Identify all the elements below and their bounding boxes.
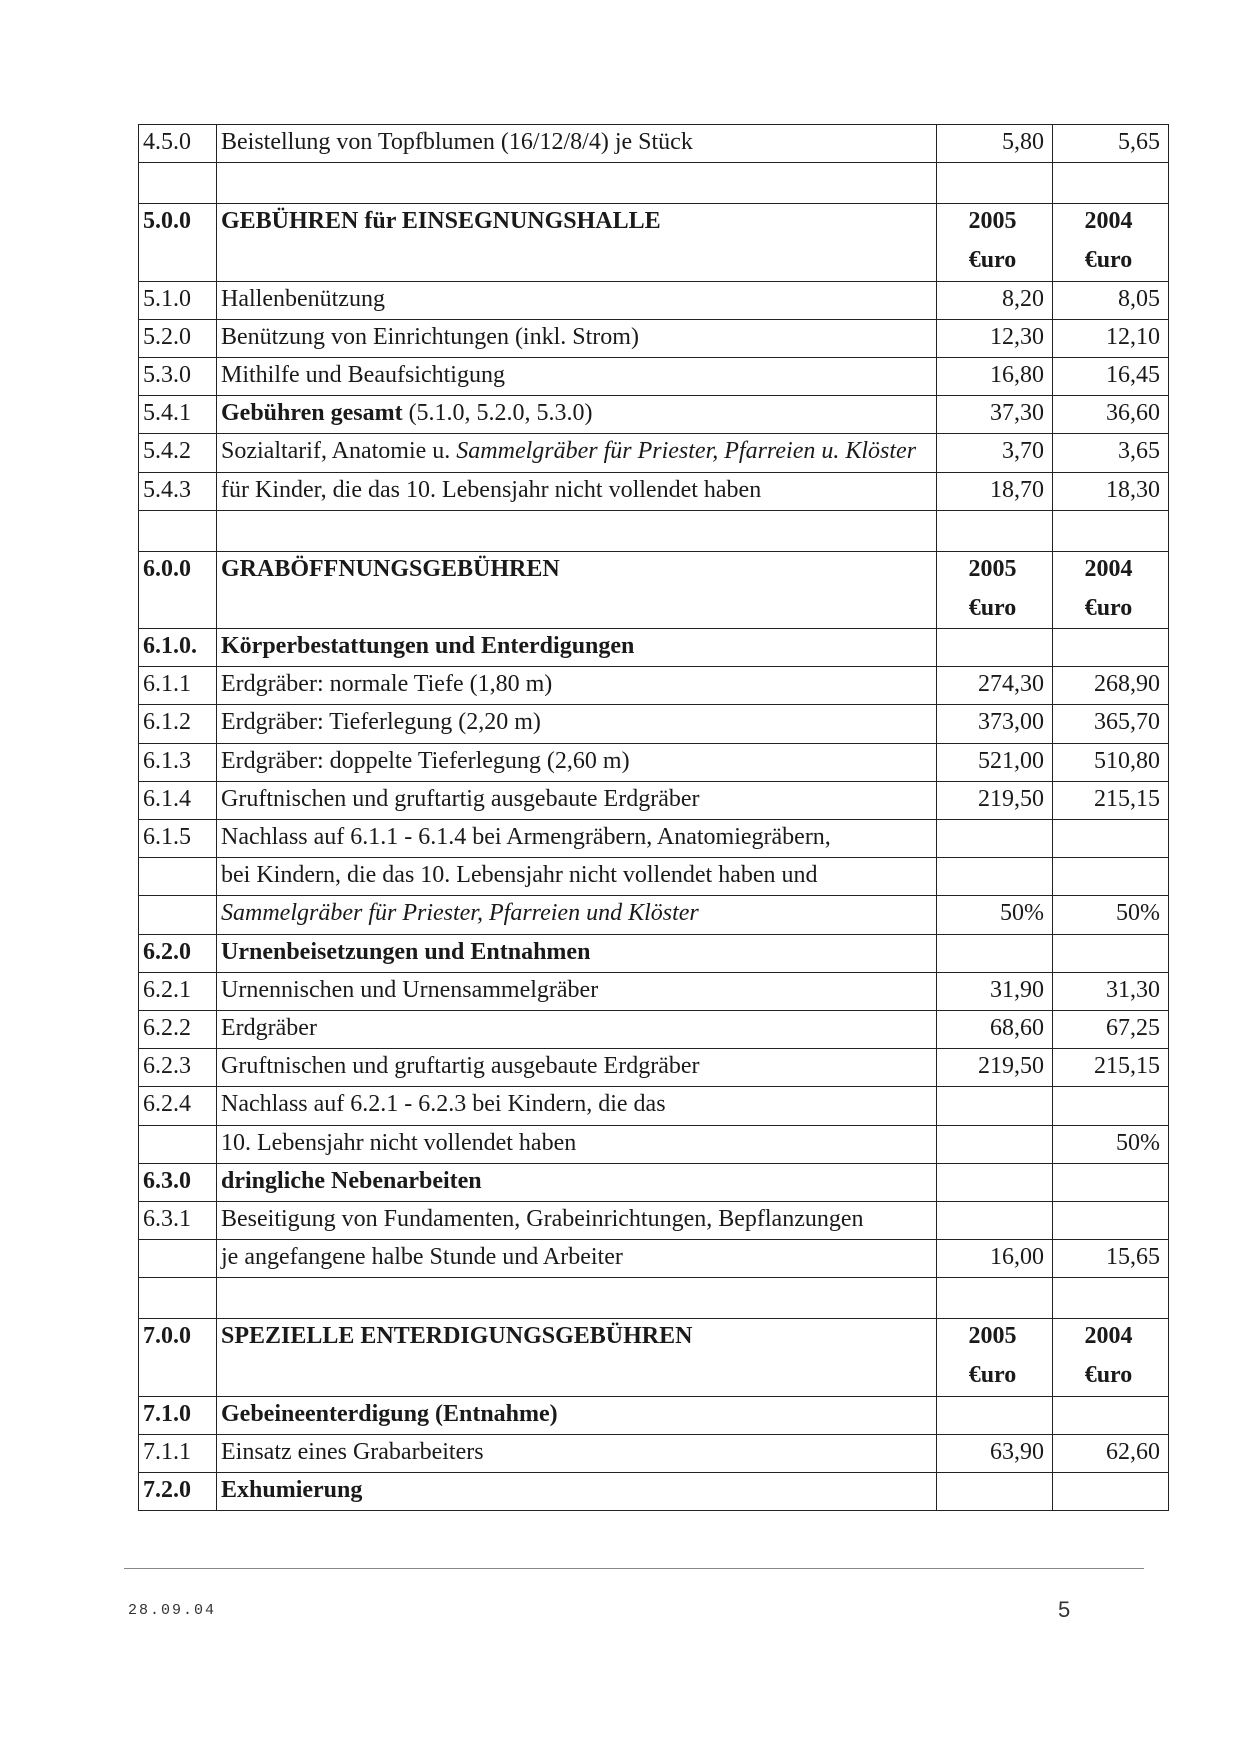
- value-2005: 219,50: [937, 1049, 1053, 1087]
- value-2005: 63,90: [937, 1434, 1053, 1472]
- currency-label: €uro: [968, 594, 1017, 621]
- value-2004: 365,70: [1053, 705, 1169, 743]
- row-description: Erdgräber: doppelte Tieferlegung (2,60 m): [217, 743, 937, 781]
- value-2004: 16,45: [1053, 357, 1169, 395]
- table-row: [139, 858, 1169, 896]
- row-description: Erdgräber: normale Tiefe (1,80 m): [217, 667, 937, 705]
- value-2005: [937, 1125, 1053, 1163]
- total-reference: (5.1.0, 5.2.0, 5.3.0): [402, 400, 593, 427]
- row-description: Einsatz eines Grabarbeiters: [217, 1434, 937, 1472]
- row-number: 5.4.3: [139, 472, 217, 510]
- currency-label: €uro: [1084, 247, 1133, 274]
- empty-cell: [1053, 163, 1169, 204]
- value-2005: 12,30: [937, 319, 1053, 357]
- value-2004: 50%: [1053, 896, 1169, 934]
- value-2004: 8,05: [1053, 281, 1169, 319]
- fee-table-body: [139, 125, 1169, 1511]
- row-number: [139, 858, 217, 896]
- value-2005: [937, 858, 1053, 896]
- row-number: 5.4.1: [139, 396, 217, 434]
- value-2004: 67,25: [1053, 1010, 1169, 1048]
- value-2005: 18,70: [937, 472, 1053, 510]
- value-2005: [937, 1396, 1053, 1434]
- value-2005: 37,30: [937, 396, 1053, 434]
- row-number: 6.2.2: [139, 1010, 217, 1048]
- row-description: Beistellung von Topfblumen (16/12/8/4) je Stück: [217, 125, 937, 163]
- value-2004: [1053, 1473, 1169, 1511]
- table-row: [139, 472, 1169, 510]
- table-row: [139, 396, 1169, 434]
- row-number: 6.1.2: [139, 705, 217, 743]
- row-number: 6.0.0: [139, 551, 217, 628]
- table-row: [139, 281, 1169, 319]
- value-2005: 31,90: [937, 972, 1053, 1010]
- row-number: 7.1.1: [139, 1434, 217, 1472]
- value-2004: 62,60: [1053, 1434, 1169, 1472]
- row-description: Nachlass auf 6.1.1 - 6.1.4 bei Armengräbern, Anatomiegräbern,: [217, 820, 937, 858]
- table-row: [139, 1125, 1169, 1163]
- row-number: 6.2.1: [139, 972, 217, 1010]
- row-description: [217, 434, 937, 472]
- year-label: 2004: [1084, 1323, 1133, 1350]
- year-label: 2004: [1084, 555, 1133, 582]
- row-number: 7.0.0: [139, 1319, 217, 1396]
- row-number: 5.4.2: [139, 434, 217, 472]
- footer-divider: [124, 1568, 1144, 1569]
- row-description: je angefangene halbe Stunde und Arbeiter: [217, 1240, 937, 1278]
- currency-label: €uro: [1084, 594, 1133, 621]
- section-title: GRABÖFFNUNGSGEBÜHREN: [217, 551, 937, 628]
- row-number: 6.3.1: [139, 1201, 217, 1239]
- section-title: SPEZIELLE ENTERDIGUNGSGEBÜHREN: [217, 1319, 937, 1396]
- value-2004: 36,60: [1053, 396, 1169, 434]
- row-number: 5.3.0: [139, 357, 217, 395]
- row-description: Erdgräber: [217, 1010, 937, 1048]
- year-label: 2005: [968, 555, 1017, 582]
- footer-date: 28.09.04: [128, 1602, 217, 1619]
- fee-table: [138, 124, 1169, 1511]
- value-2004: 215,15: [1053, 781, 1169, 819]
- row-number: 6.1.3: [139, 743, 217, 781]
- table-row: [139, 1434, 1169, 1472]
- row-number: 5.0.0: [139, 204, 217, 281]
- subsection-title: Exhumierung: [217, 1473, 937, 1511]
- table-row: [139, 1087, 1169, 1125]
- value-2005: 373,00: [937, 705, 1053, 743]
- row-description: Nachlass auf 6.2.1 - 6.2.3 bei Kindern, die das: [217, 1087, 937, 1125]
- value-2004: [1053, 858, 1169, 896]
- value-2004: 15,65: [1053, 1240, 1169, 1278]
- currency-label: €uro: [968, 1362, 1017, 1389]
- row-number: 4.5.0: [139, 125, 217, 163]
- table-row: [139, 820, 1169, 858]
- value-2005: 521,00: [937, 743, 1053, 781]
- year-2004-header: [1053, 1319, 1169, 1396]
- row-description: Sammelgräber für Priester, Pfarreien und Klöster: [217, 896, 937, 934]
- value-2004: [1053, 820, 1169, 858]
- value-2004: [1053, 1087, 1169, 1125]
- table-row: [139, 972, 1169, 1010]
- empty-cell: [217, 510, 937, 551]
- year-2005-header: [937, 204, 1053, 281]
- value-2005: 16,80: [937, 357, 1053, 395]
- row-number: 6.1.5: [139, 820, 217, 858]
- year-2005-header: [937, 551, 1053, 628]
- table-row: [139, 629, 1169, 667]
- year-label: 2004: [1084, 208, 1133, 235]
- table-row: [139, 510, 1169, 551]
- table-row: [139, 896, 1169, 934]
- table-row: [139, 1473, 1169, 1511]
- row-number: 7.2.0: [139, 1473, 217, 1511]
- row-number: 6.3.0: [139, 1163, 217, 1201]
- value-2005: 3,70: [937, 434, 1053, 472]
- year-label: 2005: [968, 208, 1017, 235]
- row-description: für Kinder, die das 10. Lebensjahr nicht vollendet haben: [217, 472, 937, 510]
- empty-cell: [937, 163, 1053, 204]
- row-description: Benützung von Einrichtungen (inkl. Strom): [217, 319, 937, 357]
- value-2005: [937, 1163, 1053, 1201]
- value-2004: 31,30: [1053, 972, 1169, 1010]
- row-description: Gruftnischen und gruftartig ausgebaute Erdgräber: [217, 1049, 937, 1087]
- value-2005: 274,30: [937, 667, 1053, 705]
- table-row: [139, 934, 1169, 972]
- value-2005: 219,50: [937, 781, 1053, 819]
- currency-label: €uro: [968, 247, 1017, 274]
- subsection-title: Körperbestattungen und Enterdigungen: [217, 629, 937, 667]
- table-row: [139, 357, 1169, 395]
- row-description: Gruftnischen und gruftartig ausgebaute Erdgräber: [217, 781, 937, 819]
- row-number: 7.1.0: [139, 1396, 217, 1434]
- empty-cell: [1053, 510, 1169, 551]
- value-2004: [1053, 629, 1169, 667]
- row-description: Urnennischen und Urnensammelgräber: [217, 972, 937, 1010]
- value-2005: 68,60: [937, 1010, 1053, 1048]
- row-number: 6.1.1: [139, 667, 217, 705]
- table-row: [139, 705, 1169, 743]
- table-row: [139, 125, 1169, 163]
- page-number: 5: [1058, 1597, 1071, 1622]
- currency-label: €uro: [1084, 1362, 1133, 1389]
- row-number: [139, 1240, 217, 1278]
- value-2005: 5,80: [937, 125, 1053, 163]
- row-number: 6.2.0: [139, 934, 217, 972]
- subsection-title: Urnenbeisetzungen und Entnahmen: [217, 934, 937, 972]
- row-description: Hallenbenützung: [217, 281, 937, 319]
- row-number: 5.2.0: [139, 319, 217, 357]
- subsection-title: Gebeineenterdigung (Entnahme): [217, 1396, 937, 1434]
- row-description: [217, 396, 937, 434]
- empty-cell: [217, 163, 937, 204]
- year-2005-header: [937, 1319, 1053, 1396]
- table-row: [139, 1278, 1169, 1319]
- value-2004: [1053, 934, 1169, 972]
- empty-cell: [1053, 1278, 1169, 1319]
- empty-cell: [937, 1278, 1053, 1319]
- row-number: [139, 896, 217, 934]
- empty-cell: [139, 510, 217, 551]
- empty-cell: [217, 1278, 937, 1319]
- table-row: [139, 434, 1169, 472]
- section-title: GEBÜHREN für EINSEGNUNGSHALLE: [217, 204, 937, 281]
- value-2005: [937, 629, 1053, 667]
- value-2004: 18,30: [1053, 472, 1169, 510]
- table-row: [139, 743, 1169, 781]
- value-2004: 510,80: [1053, 743, 1169, 781]
- table-row: [139, 1163, 1169, 1201]
- table-row: [139, 163, 1169, 204]
- year-2004-header: [1053, 204, 1169, 281]
- value-2004: 3,65: [1053, 434, 1169, 472]
- table-row: [139, 1240, 1169, 1278]
- value-2005: [937, 820, 1053, 858]
- description-plain: Sozialtarif, Anatomie u.: [221, 438, 457, 465]
- table-row: [139, 1010, 1169, 1048]
- row-number: 6.1.0.: [139, 629, 217, 667]
- value-2004: 268,90: [1053, 667, 1169, 705]
- empty-cell: [139, 1278, 217, 1319]
- value-2004: [1053, 1201, 1169, 1239]
- value-2004: [1053, 1396, 1169, 1434]
- row-description: bei Kindern, die das 10. Lebensjahr nicht vollendet haben und: [217, 858, 937, 896]
- row-description: Beseitigung von Fundamenten, Grabeinrichtungen, Bepflanzungen: [217, 1201, 937, 1239]
- table-row: [139, 1319, 1169, 1396]
- value-2004: 12,10: [1053, 319, 1169, 357]
- value-2005: [937, 934, 1053, 972]
- empty-cell: [139, 163, 217, 204]
- value-2005: [937, 1473, 1053, 1511]
- row-description: Mithilfe und Beaufsichtigung: [217, 357, 937, 395]
- table-row: [139, 781, 1169, 819]
- year-2004-header: [1053, 551, 1169, 628]
- year-label: 2005: [968, 1323, 1017, 1350]
- row-number: 5.1.0: [139, 281, 217, 319]
- table-row: [139, 1396, 1169, 1434]
- table-row: [139, 551, 1169, 628]
- value-2005: 50%: [937, 896, 1053, 934]
- table-row: [139, 1201, 1169, 1239]
- table-row: [139, 1049, 1169, 1087]
- row-description: 10. Lebensjahr nicht vollendet haben: [217, 1125, 937, 1163]
- value-2004: [1053, 1163, 1169, 1201]
- table-row: [139, 319, 1169, 357]
- row-number: 6.2.4: [139, 1087, 217, 1125]
- row-number: 6.1.4: [139, 781, 217, 819]
- table-row: [139, 667, 1169, 705]
- total-label: Gebühren gesamt: [221, 400, 403, 427]
- row-description: Erdgräber: Tieferlegung (2,20 m): [217, 705, 937, 743]
- description-italic: Sammelgräber für Priester, Pfarreien u. Klöster: [456, 438, 917, 465]
- empty-cell: [937, 510, 1053, 551]
- value-2005: [937, 1087, 1053, 1125]
- value-2004: 5,65: [1053, 125, 1169, 163]
- subsection-title: dringliche Nebenarbeiten: [217, 1163, 937, 1201]
- value-2005: 8,20: [937, 281, 1053, 319]
- table-row: [139, 204, 1169, 281]
- value-2005: [937, 1201, 1053, 1239]
- value-2004: 50%: [1053, 1125, 1169, 1163]
- row-number: [139, 1125, 217, 1163]
- value-2005: 16,00: [937, 1240, 1053, 1278]
- row-number: 6.2.3: [139, 1049, 217, 1087]
- value-2004: 215,15: [1053, 1049, 1169, 1087]
